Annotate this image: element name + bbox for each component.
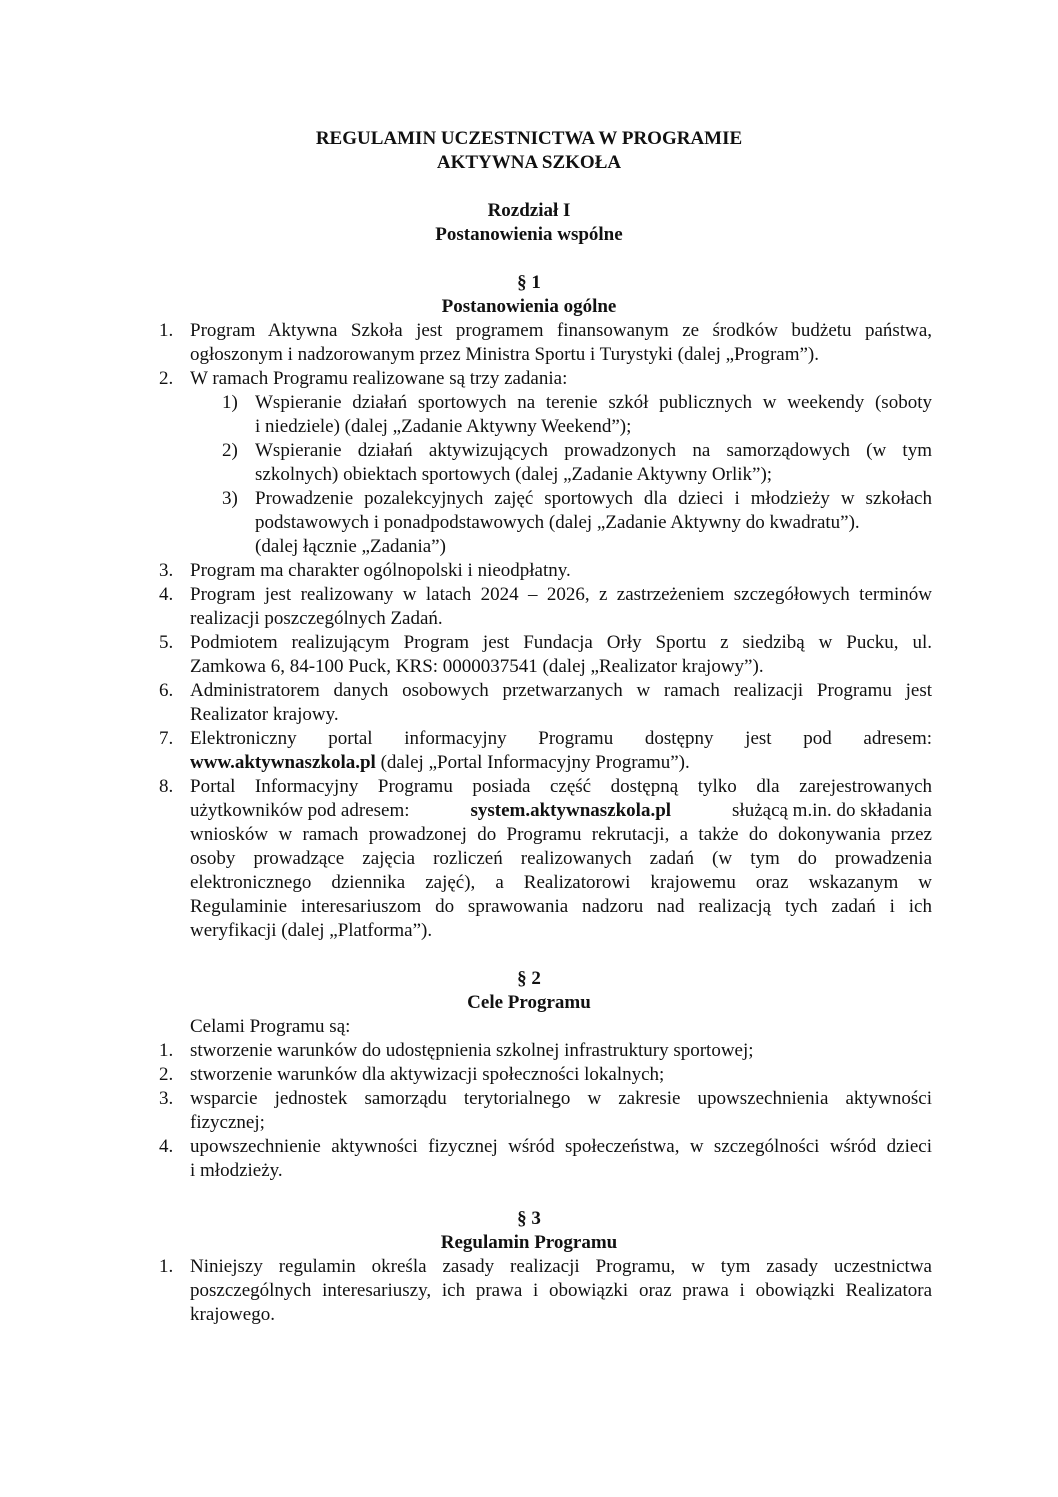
list-item-line: stworzenie warunków do udostępnienia szkolnej infrastruktury sportowej; xyxy=(190,1040,754,1061)
section-1-heading: Postanowienia ogólne xyxy=(441,296,617,317)
list-item-line: Elektroniczny portal informacyjny Programu dostępny jest pod adresem: xyxy=(190,728,932,749)
sublist-number: 3) xyxy=(222,488,238,509)
list-item-line: fizycznej; xyxy=(190,1112,265,1133)
section-2-intro: Celami Programu są: xyxy=(190,1016,351,1037)
chapter-number: Rozdział I xyxy=(487,200,571,221)
platform-url: system.aktywnaszkola.pl xyxy=(470,800,672,821)
section-2-mark: § 2 xyxy=(517,968,541,989)
list-item-line: Realizator krajowy. xyxy=(190,704,339,725)
list-item-line: stworzenie warunków dla aktywizacji społeczności lokalnych; xyxy=(190,1064,665,1085)
list-item-line xyxy=(190,799,932,823)
section-3-heading: Regulamin Programu xyxy=(440,1232,618,1253)
list-item-line: osoby prowadzące zajęcia rozliczeń realizowanych zadań (w tym do prowadzenia xyxy=(190,848,932,869)
list-item-line: Program jest realizowany w latach 2024 – 2026, z zastrzeżeniem szczegółowych terminów xyxy=(190,584,932,605)
sublist-item-line: (dalej łącznie „Zadania”) xyxy=(255,536,446,557)
list-item-line: poszczególnych interesariuszy, ich prawa i obowiązki oraz prawa i obowiązki Realizatora xyxy=(190,1280,932,1301)
section-2-heading: Cele Programu xyxy=(467,992,591,1013)
sublist-item-line: i niedziele) (dalej „Zadanie Aktywny Weekend”); xyxy=(255,416,632,437)
list-number: 4. xyxy=(159,584,174,605)
list-item-line: Zamkowa 6, 84-100 Puck, KRS: 0000037541 (dalej „Realizator krajowy”). xyxy=(190,656,764,677)
sublist-item-line: Wspieranie działań sportowych na terenie szkół publicznych w weekendy (soboty xyxy=(255,392,932,413)
sublist-number: 2) xyxy=(222,440,238,461)
portal-url: www.aktywnaszkola.pl xyxy=(190,752,376,773)
sublist-item-line: szkolnych) obiektach sportowych (dalej „Zadanie Aktywny Orlik”); xyxy=(255,464,773,485)
list-item-line: krajowego. xyxy=(190,1304,275,1325)
list-item-line: Administratorem danych osobowych przetwarzanych w ramach realizacji Programu jest xyxy=(190,680,932,701)
list-item-text: (dalej „Portal Informacyjny Programu”). xyxy=(380,752,690,773)
list-item-line: i młodzieży. xyxy=(190,1160,283,1181)
list-item-line: elektronicznego dziennika zajęć), a Realizatorowi krajowemu oraz wskazanym w xyxy=(190,872,932,893)
list-item-text: służącą m.in. do składania xyxy=(732,800,932,821)
list-item-text: użytkowników pod adresem: xyxy=(190,800,410,821)
chapter-title: Postanowienia wspólne xyxy=(435,224,623,245)
list-item-line: W ramach Programu realizowane są trzy zadania: xyxy=(190,368,568,389)
list-item-line: wsparcie jednostek samorządu terytorialnego w zakresie upowszechnienia aktywności xyxy=(190,1088,932,1109)
sublist-item-line: Prowadzenie pozalekcyjnych zajęć sportowych dla dzieci i młodzieży w szkołach xyxy=(255,488,932,509)
list-number: 1. xyxy=(159,1256,174,1277)
list-number: 7. xyxy=(159,728,174,749)
document-title-line-1: REGULAMIN UCZESTNICTWA W PROGRAMIE xyxy=(315,128,743,149)
list-item-line xyxy=(190,751,690,775)
section-3-mark: § 3 xyxy=(517,1208,541,1229)
list-item-line: weryfikacji (dalej „Platforma”). xyxy=(190,920,433,941)
list-item-line: wniosków w ramach prowadzonej do Programu rekrutacji, a także do dokonywania przez xyxy=(190,824,932,845)
list-number: 5. xyxy=(159,632,174,653)
section-1-mark: § 1 xyxy=(517,272,541,293)
list-item-line: ogłoszonym i nadzorowanym przez Ministra Sportu i Turystyki (dalej „Program”). xyxy=(190,344,820,365)
list-number: 1. xyxy=(159,320,174,341)
list-number: 8. xyxy=(159,776,174,797)
list-number: 4. xyxy=(159,1136,174,1157)
list-number: 2. xyxy=(159,368,174,389)
list-number: 3. xyxy=(159,1088,174,1109)
list-item-line: Program ma charakter ogólnopolski i nieodpłatny. xyxy=(190,560,571,581)
list-number: 2. xyxy=(159,1064,174,1085)
list-item-line: upowszechnienie aktywności fizycznej wśród społeczeństwa, w szczególności wśród dzieci xyxy=(190,1136,932,1157)
list-number: 1. xyxy=(159,1040,174,1061)
list-item-line: realizacji poszczególnych Zadań. xyxy=(190,608,443,629)
sublist-number: 1) xyxy=(222,392,238,413)
sublist-item-line: Wspieranie działań aktywizujących prowadzonych na samorządowych (w tym xyxy=(255,440,932,461)
list-item-line: Podmiotem realizującym Program jest Fundacja Orły Sportu z siedzibą w Pucku, ul. xyxy=(190,632,932,653)
list-number: 3. xyxy=(159,560,174,581)
sublist-item-line: podstawowych i ponadpodstawowych (dalej „Zadanie Aktywny do kwadratu”). xyxy=(255,512,860,533)
list-item-line: Portal Informacyjny Programu posiada część dostępną tylko dla zarejestrowanych xyxy=(190,776,932,797)
list-number: 6. xyxy=(159,680,174,701)
list-item-line: Regulaminie interesariuszom do sprawowania nadzoru nad realizacją tych zadań i ich xyxy=(190,896,932,917)
list-item-line: Program Aktywna Szkoła jest programem finansowanym ze środków budżetu państwa, xyxy=(190,320,932,341)
list-item-line: Niniejszy regulamin określa zasady realizacji Programu, w tym zasady uczestnictwa xyxy=(190,1256,932,1277)
document-title-line-2: AKTYWNA SZKOŁA xyxy=(436,152,622,173)
